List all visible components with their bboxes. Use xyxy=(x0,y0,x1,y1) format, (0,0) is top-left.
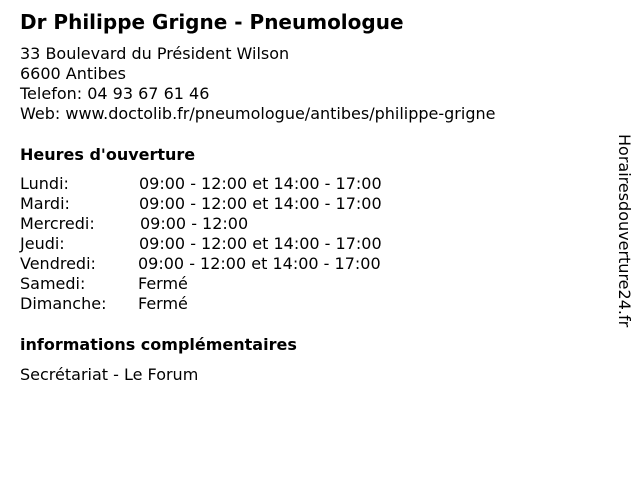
hours-row-sunday xyxy=(20,294,460,314)
site-watermark xyxy=(612,134,636,344)
hours-row-friday xyxy=(20,254,460,274)
opening-hours-table xyxy=(20,174,460,314)
time-value: 09:00 - 12:00 xyxy=(140,214,249,233)
city: 6600 Antibes xyxy=(20,64,126,83)
hours-row-thursday xyxy=(20,234,460,254)
address-block xyxy=(20,44,495,124)
hours-row-tuesday xyxy=(20,194,460,214)
time-value: 09:00 - 12:00 et 14:00 - 17:00 xyxy=(139,174,382,193)
time-value: 09:00 - 12:00 et 14:00 - 17:00 xyxy=(138,254,381,273)
additional-info-text: Secrétariat - Le Forum xyxy=(20,365,199,384)
hours-row-wednesday xyxy=(20,214,460,234)
time-value: 09:00 - 12:00 et 14:00 - 17:00 xyxy=(139,194,382,213)
hours-row-monday xyxy=(20,174,460,194)
day-label: Mardi: xyxy=(20,194,70,213)
time-value: Fermé xyxy=(138,294,188,313)
hours-row-saturday xyxy=(20,274,460,294)
time-value: 09:00 - 12:00 et 14:00 - 17:00 xyxy=(139,234,382,253)
day-label: Mercredi: xyxy=(20,214,95,233)
website: Web: www.doctolib.fr/pneumologue/antibes/philippe-grigne xyxy=(20,104,496,123)
street-address: 33 Boulevard du Président Wilson xyxy=(20,44,290,63)
day-label: Vendredi: xyxy=(20,254,96,273)
day-label: Dimanche: xyxy=(20,294,107,313)
page-title: Dr Philippe Grigne - Pneumologue xyxy=(20,10,404,34)
time-value: Fermé xyxy=(138,274,188,293)
opening-hours-heading: Heures d'ouverture xyxy=(20,145,196,164)
watermark-text: Horairesdouverture24.fr xyxy=(615,134,634,328)
day-label: Lundi: xyxy=(20,174,69,193)
phone-number: Telefon: 04 93 67 61 46 xyxy=(20,84,210,103)
additional-info-heading: informations complémentaires xyxy=(20,335,297,354)
day-label: Jeudi: xyxy=(20,234,65,253)
day-label: Samedi: xyxy=(20,274,86,293)
